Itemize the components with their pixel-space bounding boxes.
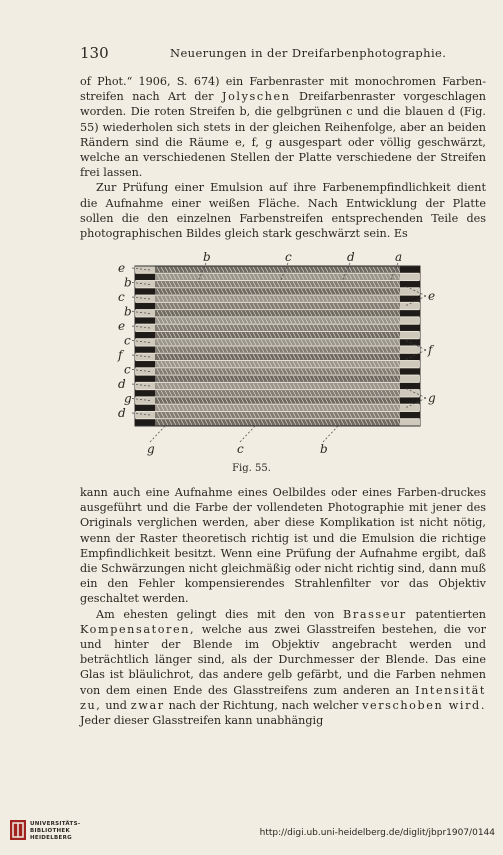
raster-stripe <box>135 347 420 353</box>
left-edge-block <box>135 368 155 374</box>
left-edge-block <box>135 317 155 323</box>
right-edge-block <box>400 332 420 338</box>
raster-stripe <box>135 405 420 411</box>
left-label: e <box>118 319 126 333</box>
raster-stripe <box>135 317 420 323</box>
left-edge-block <box>135 405 155 411</box>
paragraph-4-text-c: welche aus zwei Glasstreifen bestehen, die vor und hinter der Blende im Objektiv angebracht werden und beträchtlich länger sind, als der Durchmesser der Blende. Das eine Glas ist bläulichrot, das andere gelb gefärbt, und die Farben nehmen von dem einen Ende des Glasstreifens zum anderen an <box>80 622 486 697</box>
raster-stripe <box>135 339 420 345</box>
left-edge-block <box>135 303 155 309</box>
logo-line-3: HEIDELBERG <box>30 835 72 841</box>
left-edge-block <box>135 354 155 360</box>
paragraph-1-text-a: of Phot.“ 1906, S. 674) ein Farbenraster mit monochromen Farben-streifen nach Art der <box>80 75 486 104</box>
joly-name: Jolyschen <box>222 90 291 104</box>
paragraph-4-text-a: Am ehesten gelingt dies mit den von <box>96 607 335 621</box>
right-edge-block <box>400 325 420 331</box>
bottom-label: b <box>320 442 328 456</box>
paragraph-4-text-d: und <box>105 698 127 712</box>
raster-stripe <box>135 288 420 294</box>
right-edge-block <box>400 354 420 360</box>
raster-stripe <box>135 274 420 280</box>
top-label: c <box>285 252 292 264</box>
left-label: b <box>124 304 132 319</box>
raster-stripe <box>135 412 420 418</box>
raster-stripe <box>135 376 420 382</box>
paragraph-1-text-b: Dreifarbenraster vorgeschlagen worden. Die roten Streifen b, die gelbgrünen c und die blauen d (Fig. 55) wiederholen sich stets in der gleichen Reihenfolge, aber an beiden Rändern sind die Räume e, f, g ausgespart oder völlig geschwärzt, welche an verschiedenen Stellen der Platte verschiedene der Streifen frei lassen. <box>80 90 487 180</box>
left-edge-block <box>135 332 155 338</box>
left-edge-block <box>135 383 155 389</box>
raster-stripe <box>135 354 420 360</box>
left-label: b <box>124 275 132 290</box>
right-edge-block <box>400 376 420 382</box>
paragraph-4-text-b: patentierten <box>415 607 486 621</box>
label-line <box>150 426 165 442</box>
right-edge-block <box>400 296 420 302</box>
left-edge-block <box>135 325 155 331</box>
left-edge-block <box>135 419 155 425</box>
left-edge-block <box>135 376 155 382</box>
top-label: d <box>347 252 355 264</box>
right-edge-block <box>400 288 420 294</box>
library-logo-text <box>30 821 80 842</box>
left-edge-block <box>135 274 155 280</box>
bottom-label: g <box>147 442 155 456</box>
paragraph-2: Zur Prüfung einer Emulsion auf ihre Farbenempfindlichkeit dient die Aufnahme einer weißen Fläche. Nach Entwicklung der Platte sollen die den einzelnen Farbenstreifen entsprechenden Teile des photographischen Bildes gleich stark geschwärzt sein. Es <box>80 181 486 241</box>
left-edge-block <box>135 390 155 396</box>
page-number: 130 <box>80 44 109 62</box>
right-edge-block <box>400 390 420 396</box>
right-label: g <box>428 391 436 405</box>
raster-stripe <box>135 419 420 425</box>
paragraph-3-block <box>80 485 486 728</box>
kompensatoren-term: Kompensatoren, <box>80 622 196 636</box>
left-label: f <box>118 348 123 362</box>
left-label: d <box>118 406 126 420</box>
figure-caption: Fig. 55. <box>232 463 271 474</box>
raster-stripe <box>135 390 420 396</box>
right-edge-block <box>400 274 420 280</box>
raster-stripe <box>135 397 420 403</box>
raster-stripe <box>135 303 420 309</box>
right-edge-block <box>400 281 420 287</box>
left-label: e <box>118 261 126 275</box>
right-edge-block <box>400 397 420 403</box>
raster-stripe <box>135 267 420 273</box>
right-edge-block <box>400 419 420 425</box>
raster-stripe <box>135 296 420 302</box>
intensitaet-term: Intensität zu, <box>80 683 487 712</box>
left-edge-block <box>135 288 155 294</box>
source-url[interactable]: http://digi.ub.uni-heidelberg.de/diglit/jbpr1907/0144 <box>259 828 495 838</box>
zwar-term: zwar <box>130 698 165 712</box>
raster-stripe <box>135 368 420 374</box>
paragraph-4 <box>80 607 486 729</box>
left-label: g <box>124 391 132 406</box>
left-edge-block <box>135 347 155 353</box>
raster-stripe <box>135 361 420 367</box>
right-label: e <box>428 289 436 303</box>
left-edge-block <box>135 361 155 367</box>
right-edge-block <box>400 317 420 323</box>
left-label: d <box>118 377 126 391</box>
logo-line-1: UNIVERSITÄTS- <box>30 821 81 827</box>
top-label: b <box>203 252 211 264</box>
right-edge-block <box>400 361 420 367</box>
brasseur-name: Brasseur <box>343 607 407 621</box>
right-edge-block <box>400 383 420 389</box>
right-edge-block <box>400 310 420 316</box>
raster-stripe <box>135 310 420 316</box>
verschoben-term: verschoben wird. <box>362 698 486 712</box>
left-label: c <box>124 333 131 348</box>
left-edge-block <box>135 397 155 403</box>
bottom-label: c <box>237 442 244 456</box>
raster-figure <box>100 252 460 462</box>
top-label: a <box>395 252 403 264</box>
left-edge-block <box>135 412 155 418</box>
label-line <box>323 426 338 442</box>
paragraph-1 <box>80 74 486 241</box>
label-line <box>240 426 255 442</box>
paragraph-4-text-f: Jeder dieser Glasstreifen kann unabhängig <box>80 714 324 728</box>
right-edge-block <box>400 368 420 374</box>
logo-line-2: BIBLIOTHEK <box>30 828 71 834</box>
right-edge-block <box>400 347 420 353</box>
raster-stripe <box>135 281 420 287</box>
raster-stripe <box>135 325 420 331</box>
raster-stripe <box>135 383 420 389</box>
paragraph-3: kann auch eine Aufnahme eines Oelbildes oder eines Farben-druckes ausgeführt und die Farbe der vollendeten Photographie mit jener des Originals verglichen werden, aber diese Komplikation ist nicht nötig, wenn der Raster theoretisch richtig ist und die Emulsion die richtige Empfindlichkeit besitzt. Wenn eine Prüfung der Aufnahme ergibt, daß die Schwärzungen nicht gleichmäßig oder nicht richtig sind, dann muß ein den Fehler kompensierendes Strahlenfilter vor das Objektiv geschaltet werden. <box>80 486 486 606</box>
paragraph-4-text-e: nach der Richtung, nach welcher <box>168 698 359 712</box>
footer <box>0 808 503 855</box>
library-logo-icon <box>10 820 26 840</box>
left-edge-block <box>135 339 155 345</box>
raster-stripe <box>135 332 420 338</box>
left-label: c <box>124 362 131 377</box>
right-edge-block <box>400 412 420 418</box>
left-label: c <box>118 290 125 304</box>
right-label: f <box>428 343 433 357</box>
right-edge-block <box>400 267 420 273</box>
running-head: Neuerungen in der Dreifarbenphotographie. <box>170 46 447 60</box>
